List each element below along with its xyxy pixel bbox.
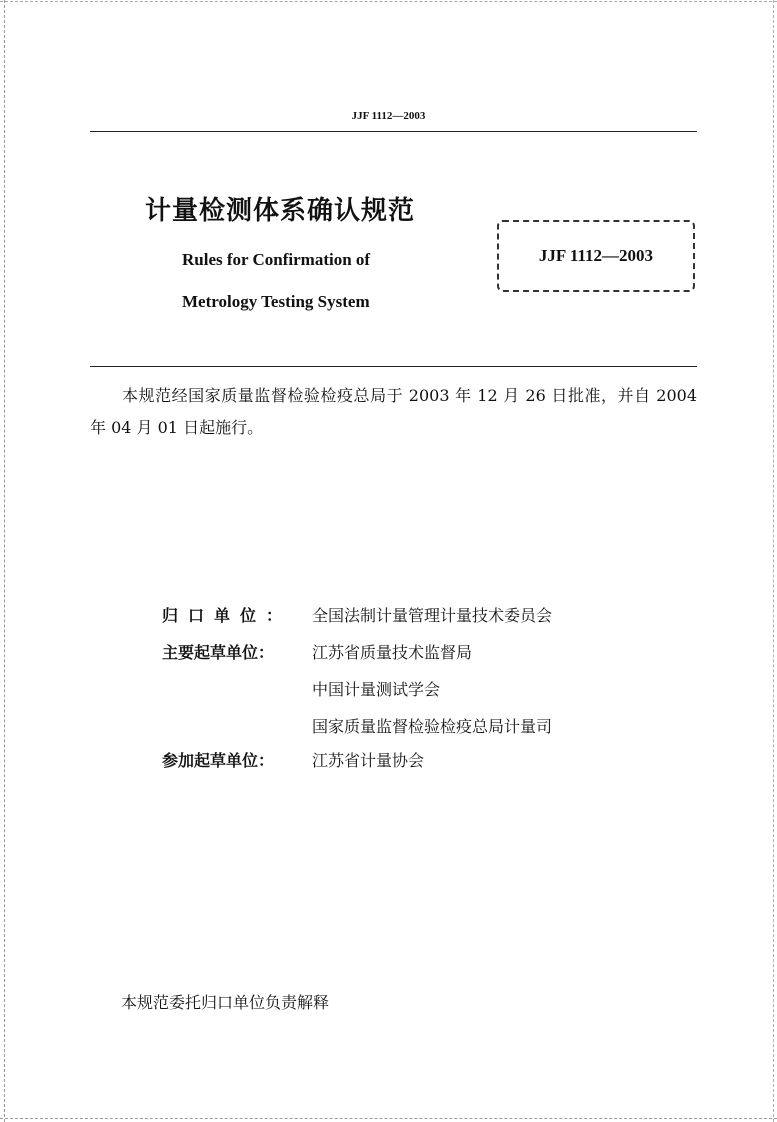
approval-statement: 本规范经国家质量监督检验检疫总局于 2003 年 12 月 26 日批准，并自 2004 年 04 月 01 日起施行。 xyxy=(90,386,697,437)
main-drafting-unit-value: 国家质量监督检验检疫总局计量司 xyxy=(312,717,553,736)
responsible-unit-value: 全国法制计量管理计量技术委员会 xyxy=(312,606,553,625)
scan-edge-bottom xyxy=(0,1118,777,1119)
scan-edge-left xyxy=(4,0,5,1122)
title-rule xyxy=(90,366,697,367)
responsible-unit-label: 归口单位： xyxy=(162,606,293,625)
main-drafting-unit-value: 江苏省质量技术监督局 xyxy=(312,643,473,662)
document-title-en-line2: Metrology Testing System xyxy=(182,292,370,311)
scan-edge-top xyxy=(0,1,777,2)
interpretation-note: 本规范委托归口单位负责解释 xyxy=(121,993,330,1012)
main-drafting-unit-label: 主要起草单位： xyxy=(162,643,275,662)
running-header: JJF 1112—2003 xyxy=(351,110,426,122)
header-rule xyxy=(90,131,697,132)
standard-code: JJF 1112—2003 xyxy=(538,246,654,265)
document-title-en-line1: Rules for Confirmation of xyxy=(182,250,371,269)
standard-code-box xyxy=(497,220,695,292)
scan-edge-right xyxy=(773,0,774,1122)
participating-unit-label: 参加起草单位： xyxy=(162,751,275,770)
participating-unit-value: 江苏省计量协会 xyxy=(312,751,425,770)
document-title-cn: 计量检测体系确认规范 xyxy=(145,196,416,226)
main-drafting-unit-value: 中国计量测试学会 xyxy=(312,680,441,699)
